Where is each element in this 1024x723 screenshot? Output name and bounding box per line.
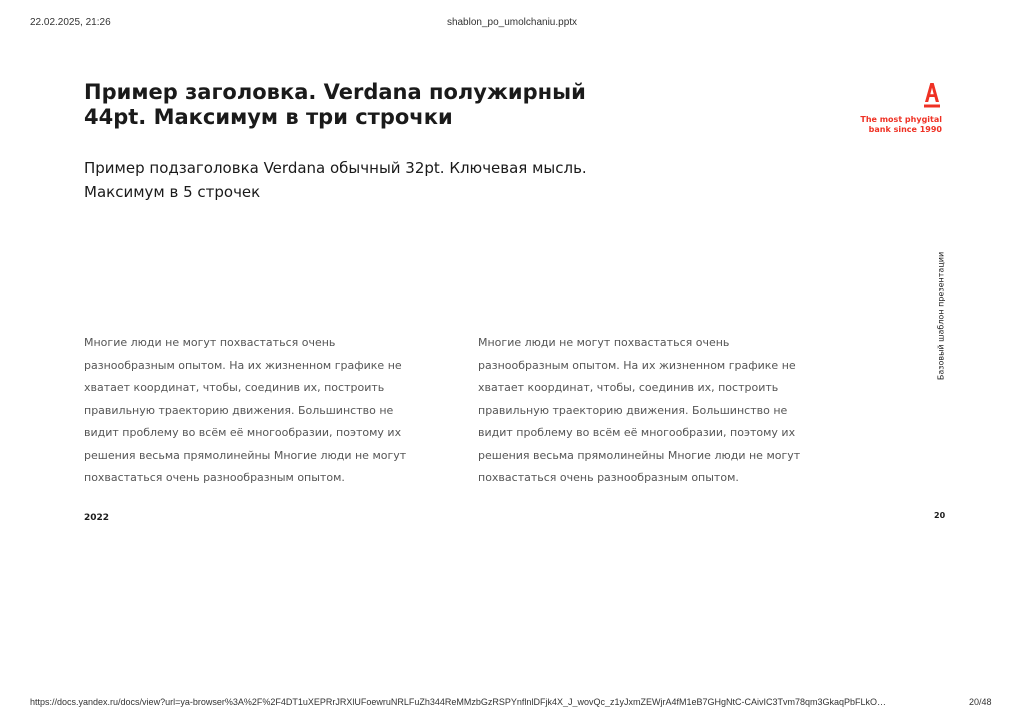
body-text-line: правильную траекторию движения. Большинство не xyxy=(84,403,394,417)
logo-tagline xyxy=(860,115,942,134)
slide-subtitle-line: Максимум в 5 строчек xyxy=(84,183,261,201)
body-text-line: похвастаться очень разнообразным опытом. xyxy=(84,471,345,484)
slide-year: 2022 xyxy=(84,513,110,523)
print-datetime: 22.02.2025, 21:26 xyxy=(30,17,111,28)
body-text-line: разнообразным опытом. На их жизненном графике не xyxy=(84,358,402,372)
slide-subtitle-line: Пример подзаголовка Verdana обычный 32pt. Ключевая мысль. xyxy=(84,159,587,177)
body-text-line: хватает координат, чтобы, соединив их, построить xyxy=(478,381,779,394)
print-footer-page: 20/48 xyxy=(969,697,992,707)
print-filename: shablon_po_umolchaniu.pptx xyxy=(446,17,578,28)
brand-logo xyxy=(840,80,944,136)
logo-tagline-line: bank since 1990 xyxy=(868,124,942,134)
print-footer-url: https://docs.yandex.ru/docs/view?url=ya-browser%3A%2F%2F4DT1uXEPRrJRXlUFoewruNRLFuZh344ReMMzbGzRSPYnflnlDFjk4X_J_wovQc_z1yJxmZEWjrA4fM1eB7GHgNtC-CAivIC3Tvm78qm3GkaqPbFLkO… xyxy=(30,697,887,707)
logo-tagline-line: The most phygital xyxy=(860,115,942,124)
body-text-line: правильную траекторию движения. Большинство не xyxy=(478,403,788,417)
vertical-caption: Базовый шаблон презентации xyxy=(936,251,946,381)
body-text-line: решения весьма прямолинейны Многие люди не могут xyxy=(478,448,801,462)
slide-page-number: 20 xyxy=(934,511,946,520)
body-text-line: решения весьма прямолинейны Многие люди не могут xyxy=(84,448,407,462)
body-text-left-column xyxy=(84,332,464,490)
body-text-line: Многие люди не могут похвастаться очень xyxy=(84,336,336,349)
slide-subtitle xyxy=(84,156,724,204)
alfa-bank-logo-icon xyxy=(922,80,942,108)
body-text-line: разнообразным опытом. На их жизненном графике не xyxy=(478,358,796,372)
body-text-line: видит проблему во всём её многообразии, поэтому их xyxy=(478,426,796,439)
body-text-line: похвастаться очень разнообразным опытом. xyxy=(478,471,739,484)
slide-title-line: Пример заголовка. Verdana полужирный xyxy=(84,80,586,104)
body-text-right-column xyxy=(478,332,858,490)
body-text-line: хватает координат, чтобы, соединив их, построить xyxy=(84,381,385,394)
body-text-line: Многие люди не могут похвастаться очень xyxy=(478,336,730,349)
body-text-line: видит проблему во всём её многообразии, поэтому их xyxy=(84,426,402,439)
slide-title-line: 44pt. Максимум в три строчки xyxy=(84,105,453,129)
slide-title xyxy=(84,80,704,130)
